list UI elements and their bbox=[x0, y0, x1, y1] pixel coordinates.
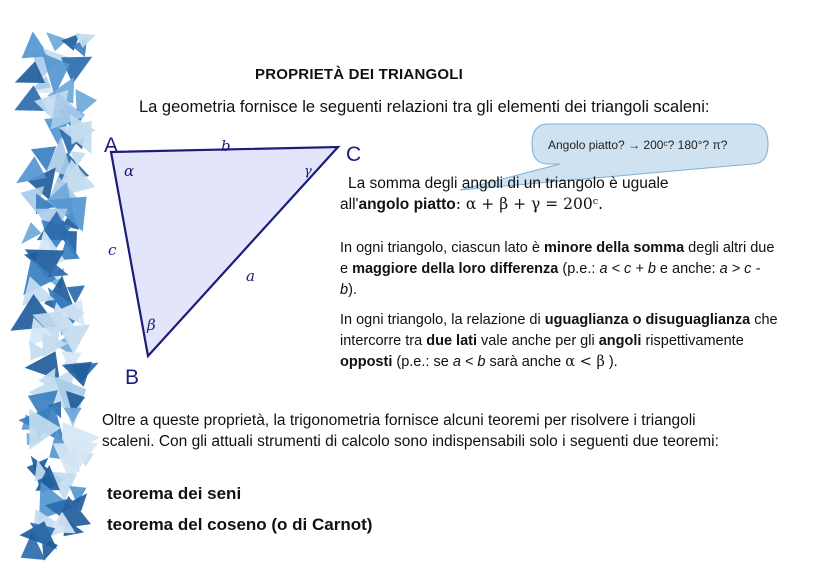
vertex-c-label: C bbox=[346, 143, 362, 166]
p3-bold-2: due lati bbox=[426, 333, 477, 349]
p2-text-2: degli altri due e bbox=[340, 240, 775, 277]
p2-text-5: ). bbox=[348, 282, 357, 298]
callout-text: Angolo piatto? → 200ᶜ? 180°? π? bbox=[548, 138, 728, 152]
side-a-label: a bbox=[246, 267, 255, 285]
angle-sum-paragraph bbox=[340, 173, 748, 215]
intro-text: La geometria fornisce le seguenti relazioni tra gli elementi dei triangoli scaleni: bbox=[139, 98, 710, 116]
p3-expr-2: α < β bbox=[565, 354, 605, 370]
theorem-cosines: teorema del coseno (o di Carnot) bbox=[107, 515, 373, 534]
p3-bold-3: angoli bbox=[598, 333, 642, 349]
vertex-b-label: B bbox=[125, 366, 140, 389]
angle-beta-label: β bbox=[147, 316, 156, 334]
page-title: PROPRIETÀ DEI TRIANGOLI bbox=[255, 66, 463, 83]
p3-text-1: In ogni triangolo, la relazione di bbox=[340, 312, 545, 328]
p2-expr-2: a > c - b bbox=[340, 261, 761, 298]
side-c-label: c bbox=[108, 241, 117, 259]
angle-sum-bold: angolo piatto bbox=[358, 196, 456, 213]
p3-bold-4: opposti bbox=[340, 354, 393, 370]
angle-sum-line1: La somma degli angoli di un triangolo è uguale bbox=[348, 175, 669, 192]
p2-expr-1: a < c + b bbox=[599, 261, 656, 277]
p2-bold-1: minore della somma bbox=[543, 240, 685, 256]
angle-alpha-label: α bbox=[124, 162, 135, 180]
p3-text-6: sarà anche bbox=[485, 354, 566, 370]
p3-text-5: (p.e.: se bbox=[392, 354, 453, 370]
angle-sum-pre: all' bbox=[340, 196, 359, 213]
angle-gamma-label: γ bbox=[304, 164, 312, 179]
p2-text-1: In ogni triangolo, ciascun lato è bbox=[340, 240, 544, 256]
p3-text-7: ). bbox=[604, 354, 618, 370]
p3-text-2: che intercorre tra bbox=[340, 312, 778, 349]
angle-sum-formula: : α + β + γ = 200ᶜ. bbox=[455, 195, 604, 213]
triangle-inequality-paragraph bbox=[340, 238, 780, 301]
trigonometry-paragraph: Oltre a queste proprietà, la trigonometria fornisce alcuni teoremi per risolvere i triangoli scaleni. Con gli attuali strumenti di calcolo sono indispensabili solo i seguenti due teoremi: bbox=[102, 412, 719, 450]
p2-text-4: e anche: bbox=[655, 261, 720, 277]
p3-text-4: rispettivamente bbox=[641, 333, 744, 349]
theorem-sines: teorema dei seni bbox=[107, 484, 242, 503]
p3-expr-1: a < b bbox=[452, 354, 486, 370]
sides-angles-paragraph bbox=[340, 310, 780, 373]
side-b-label: b bbox=[221, 137, 231, 155]
p2-text-3: (p.e.: bbox=[558, 261, 600, 277]
vertex-a-label: A bbox=[104, 134, 119, 157]
p3-text-3: vale anche per gli bbox=[477, 333, 599, 349]
p3-bold-1: uguaglianza o disuguaglianza bbox=[544, 312, 751, 328]
p2-bold-2: maggiore della loro differenza bbox=[352, 261, 559, 277]
